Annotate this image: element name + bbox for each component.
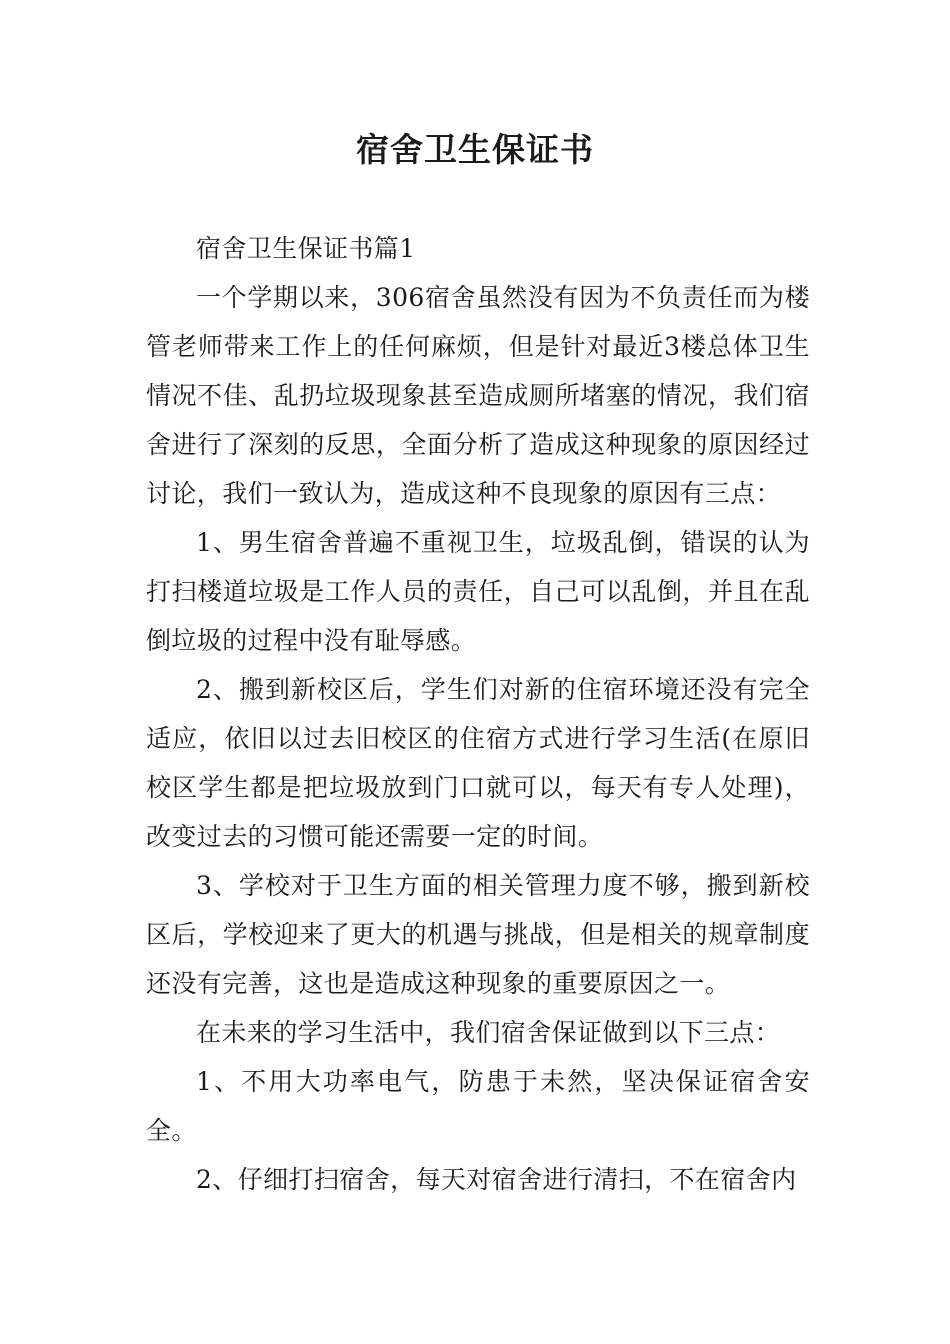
paragraph-commitment-intro: 在未来的学习生活中，我们宿舍保证做到以下三点：	[196, 1018, 781, 1047]
document-title: 宿舍卫生保证书	[356, 130, 594, 169]
paragraph-reason-3: 3、学校对于卫生方面的相关管理力度不够，搬到新校区后，学校迎来了更大的机遇与挑战，但是相关的规章制度还没有完善，这也是造成这种现象的重要原因之一。	[146, 871, 810, 998]
paragraph-commitment-2: 2、仔细打扫宿舍，每天对宿舍进行清扫，不在宿舍内	[196, 1165, 797, 1194]
document-body	[146, 224, 810, 1204]
paragraph-intro: 一个学期以来，306宿舍虽然没有因为不负责任而为楼管老师带来工作上的任何麻烦，但是针对最近3楼总体卫生情况不佳、乱扔垃圾现象甚至造成厕所堵塞的情况，我们宿舍进行了深刻的反思，全面分析了造成这种现象的原因经过讨论，我们一致认为，造成这种不良现象的原因有三点：	[146, 283, 810, 508]
section-heading: 宿舍卫生保证书篇1	[196, 234, 416, 263]
paragraph-reason-1: 1、男生宿舍普遍不重视卫生，垃圾乱倒，错误的认为打扫楼道垃圾是工作人员的责任，自己可以乱倒，并且在乱倒垃圾的过程中没有耻辱感。	[146, 528, 810, 655]
paragraph-reason-2: 2、搬到新校区后，学生们对新的住宿环境还没有完全适应，依旧以过去旧校区的住宿方式进行学习生活(在原旧校区学生都是把垃圾放到门口就可以，每天有专人处理)，改变过去的习惯可能还需要一定的时间。	[146, 675, 810, 851]
paragraph-commitment-1: 1、不用大功率电气，防患于未然，坚决保证宿舍安全。	[146, 1067, 810, 1145]
